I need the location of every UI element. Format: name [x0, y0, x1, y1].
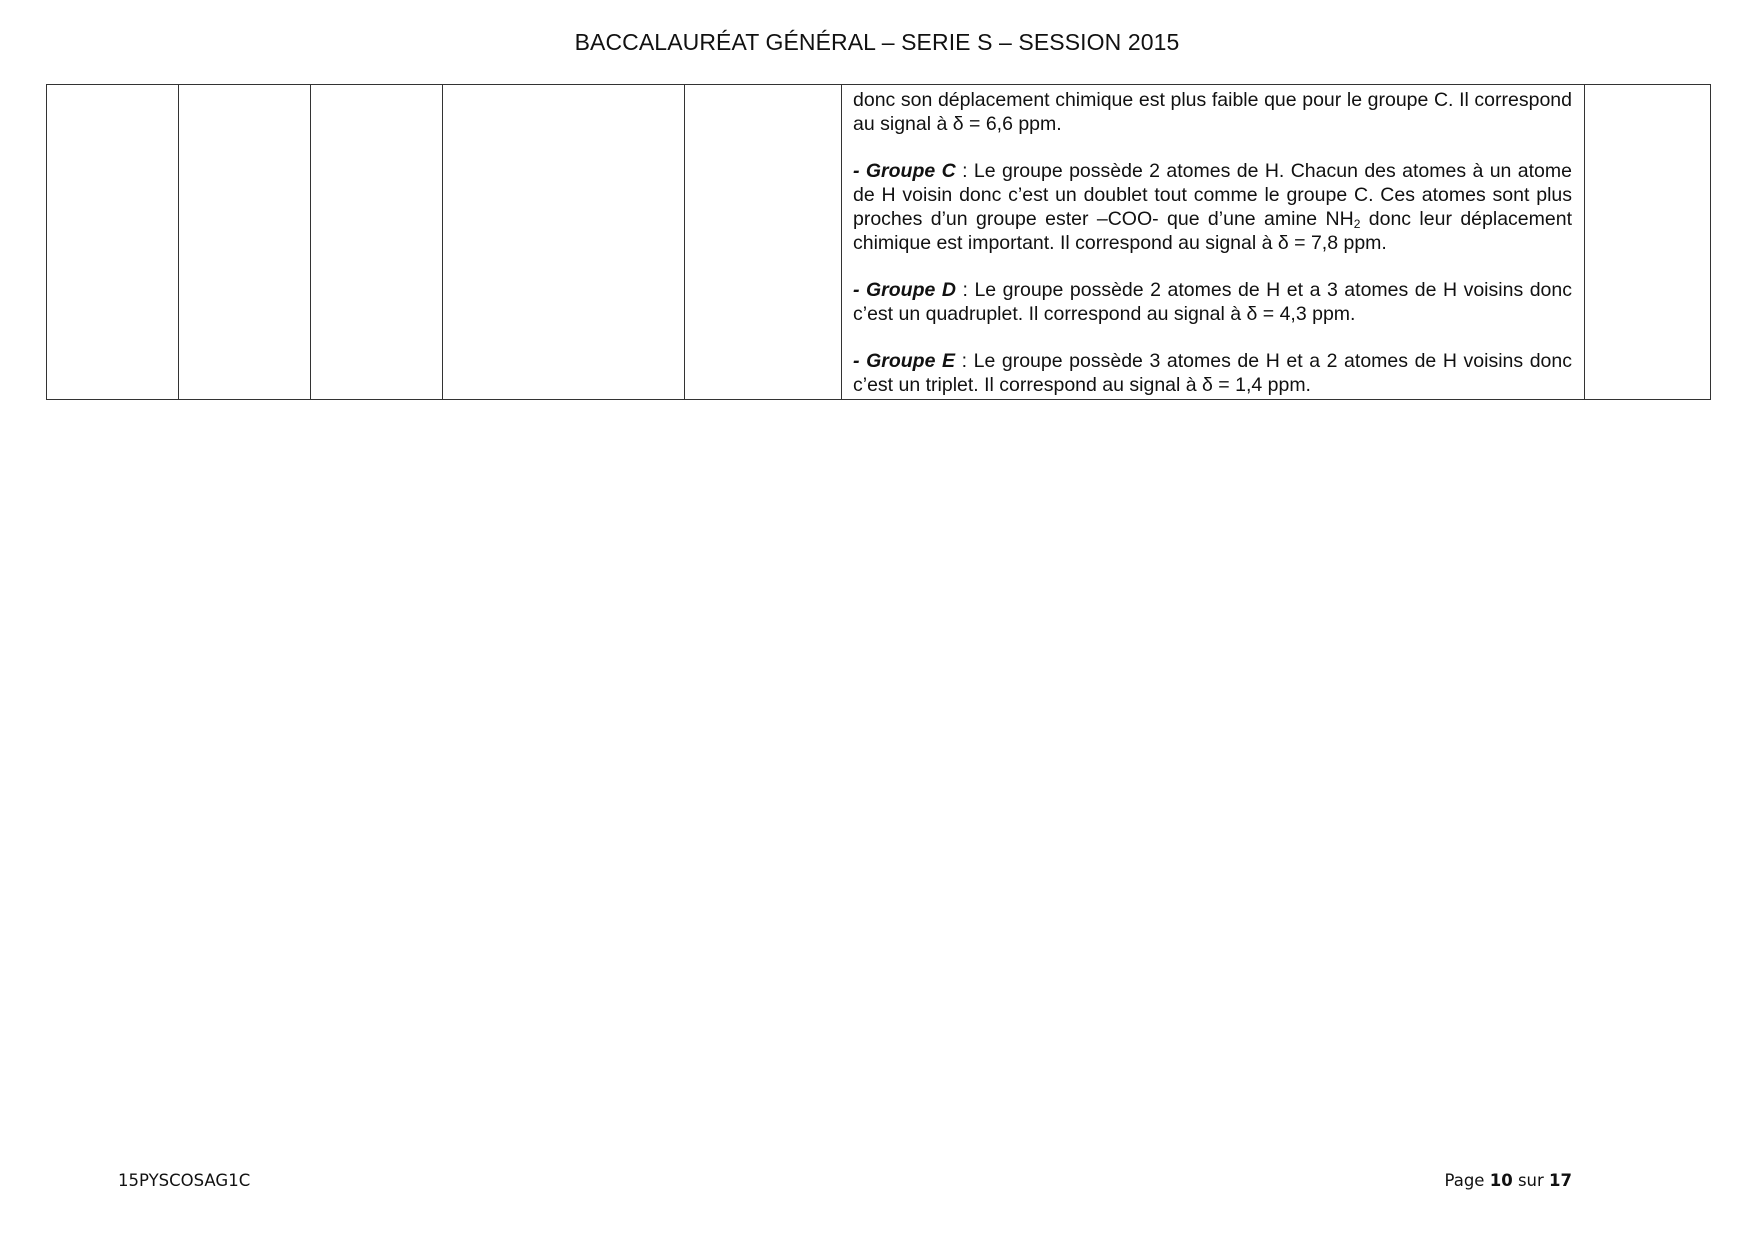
empty-cell-2	[179, 85, 311, 400]
groupe-e-paragraph	[853, 349, 1572, 397]
empty-cell-5	[685, 85, 842, 400]
groupe-d-separator: :	[955, 279, 975, 301]
continuation-paragraph: donc son déplacement chimique est plus faible que pour le groupe C. Il correspond au signal à δ = 6,6 ppm.	[853, 89, 1572, 135]
nh2-subscript: 2	[1353, 217, 1361, 231]
groupe-e-label: - Groupe E	[853, 350, 955, 372]
footer-pagination	[1445, 1171, 1572, 1190]
page-word: Page	[1444, 1171, 1485, 1190]
table-row	[47, 85, 1711, 400]
groupe-c-paragraph	[853, 159, 1572, 255]
groupe-d-label: - Groupe D	[853, 279, 956, 301]
groupe-e-separator: :	[955, 350, 974, 372]
empty-cell-3	[311, 85, 443, 400]
footer-subject-code: 15PYSCOSAG1C	[118, 1171, 251, 1190]
page-current: 10	[1489, 1171, 1513, 1190]
page-total: 17	[1549, 1171, 1572, 1190]
empty-cell-1	[47, 85, 179, 400]
groupe-c-separator: :	[955, 160, 974, 182]
page-header-title: BACCALAURÉAT GÉNÉRAL – SERIE S – SESSION 2015	[574, 29, 1180, 55]
empty-cell-4	[443, 85, 685, 400]
groupe-c-label: - Groupe C	[853, 160, 956, 182]
groupe-e-text: Le groupe possède 3 atomes de H et a 2 atomes de H voisins donc c’est un triplet. Il correspond au signal à δ = 1,4 ppm.	[853, 350, 1572, 396]
groupe-c-text: Le groupe possède 2 atomes de H. Chacun des atomes à un atome de H voisin donc c’est un doublet tout comme le groupe C. Ces atomes sont plus proches d’un groupe ester –COO- que d’une amine NH	[853, 160, 1572, 230]
groupe-d-text: Le groupe possède 2 atomes de H et a 3 atomes de H voisins donc c’est un quadruplet. Il correspond au signal à δ = 4,3 ppm.	[853, 279, 1573, 325]
answer-text-cell	[842, 85, 1585, 400]
empty-cell-7	[1585, 85, 1711, 400]
correction-table	[46, 84, 1711, 400]
groupe-c-text-after: donc leur déplacement chimique est important. Il correspond au signal à δ = 7,8 ppm.	[853, 208, 1572, 254]
page-separator: sur	[1517, 1171, 1544, 1190]
groupe-d-paragraph	[853, 278, 1572, 326]
